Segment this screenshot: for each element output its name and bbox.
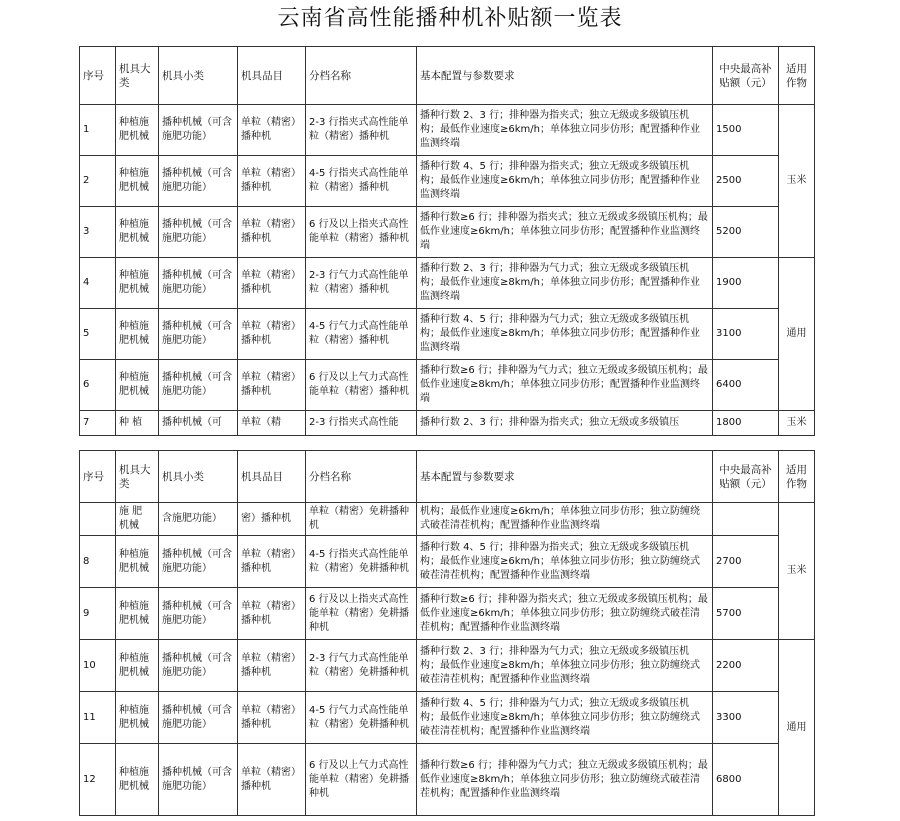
cell-seq: 10: [80, 640, 116, 692]
cell-seq: 1: [80, 105, 116, 156]
cell-seq: 4: [80, 258, 116, 309]
header-config: 基本配置与参数要求: [417, 451, 713, 503]
table-row: [80, 258, 815, 309]
cell-config: 播种行数 4、5 行；排种器为指夹式；独立无级或多级镇压机构；最低作业速度≥6km/h；单体独立同步仿形；独立防缠绕式破茬清茬机构；配置播种作业监测终端: [417, 536, 713, 588]
cell-category: 施 肥 机械: [116, 503, 159, 536]
header-category: 机具大类: [116, 451, 159, 503]
cell-item: 密）播种机: [238, 503, 306, 536]
cell-category: 种植施肥机械: [116, 258, 159, 309]
cell-config: 播种行数 4、5 行；排种器为气力式；独立无级或多级镇压机构；最低作业速度≥8km/h；单体独立同步仿形；独立防缠绕式破茬清茬机构；配置播种作业监测终端: [417, 692, 713, 744]
header-grade: 分档名称: [306, 451, 417, 503]
cell-grade: 2-3 行气力式高性能单粒（精密）播种机: [306, 258, 417, 309]
cell-seq: 2: [80, 156, 116, 207]
cell-grade: 6 行及以上指夹式高性能单粒（精密）免耕播种机: [306, 588, 417, 640]
cell-config: 播种行数≥6 行；排种器为气力式；独立无级或多级镇压机构；最低作业速度≥8km/h；单体独立同步仿形；独立防缠绕式破茬清茬机构；配置播种作业监测终端: [417, 744, 713, 816]
cell-seq: 11: [80, 692, 116, 744]
cell-item: 单粒（精密）播种机: [238, 640, 306, 692]
cell-subcategory: 播种机械（可含施肥功能）: [159, 105, 238, 156]
cell-config: 播种行数≥6 行；排种器为气力式；独立无级或多级镇压机构；最低作业速度≥8km/h；单体独立同步仿形；配置播种作业监测终端: [417, 360, 713, 411]
cell-item: 单粒（精密）播种机: [238, 309, 306, 360]
cell-category: 种植施肥机械: [116, 156, 159, 207]
cell-grade: 2-3 行指夹式高性能单粒（精密）播种机: [306, 105, 417, 156]
header-subcategory: 机具小类: [159, 47, 238, 105]
header-seq: 序号: [80, 451, 116, 503]
cell-config: 播种行数 2、3 行；排种器为指夹式；独立无级或多级镇压机构；最低作业速度≥6km/h；单体独立同步仿形；配置播种作业监测终端: [417, 105, 713, 156]
cell-amount: 3300: [713, 692, 779, 744]
cell-grade: 6 行及以上指夹式高性能单粒（精密）播种机: [306, 207, 417, 258]
cell-item: 单粒（精密）播种机: [238, 105, 306, 156]
cell-grade: 6 行及以上气力式高性能单粒（精密）免耕播种机: [306, 744, 417, 816]
subsidy-table-2: [79, 450, 815, 816]
cell-subcategory: 播种机械（可含施肥功能）: [159, 360, 238, 411]
header-crop: 适用作物: [779, 47, 815, 105]
header-config: 基本配置与参数要求: [417, 47, 713, 105]
cell-seq: 5: [80, 309, 116, 360]
cell-seq: 9: [80, 588, 116, 640]
cell-seq: 12: [80, 744, 116, 816]
cell-category: 种植施肥机械: [116, 640, 159, 692]
cell-amount: 1500: [713, 105, 779, 156]
table-row: [80, 744, 815, 816]
cell-item: 单粒（精密）播种机: [238, 156, 306, 207]
cell-category: 种植施肥机械: [116, 588, 159, 640]
cell-amount: 1900: [713, 258, 779, 309]
cell-category: 种 植: [116, 411, 159, 436]
cell-subcategory: 播种机械（可含施肥功能）: [159, 309, 238, 360]
cell-category: 种植施肥机械: [116, 207, 159, 258]
cell-category: 种植施肥机械: [116, 692, 159, 744]
cell-amount: 6400: [713, 360, 779, 411]
cell-seq: 3: [80, 207, 116, 258]
cell-subcategory: 播种机械（可含施肥功能）: [159, 207, 238, 258]
table-row-continued: [80, 503, 815, 536]
cell-config: 播种行数 2、3 行；排种器为指夹式；独立无级或多级镇压: [417, 411, 713, 436]
header-item: 机具品目: [238, 47, 306, 105]
cell-amount: 6800: [713, 744, 779, 816]
cell-seq: [80, 503, 116, 536]
cell-config: 机构；最低作业速度≥6km/h；单体独立同步仿形；独立防缠绕式破茬清茬机构；配置播种作业监测终端: [417, 503, 713, 536]
cell-config: 播种行数≥6 行；排种器为指夹式；独立无级或多级镇压机构；最低作业速度≥6km/h；单体独立同步仿形；独立防缠绕式破茬清茬机构；配置播种作业监测终端: [417, 588, 713, 640]
cell-config: 播种行数≥6 行；排种器为指夹式；独立无级或多级镇压机构；最低作业速度≥6km/h；单体独立同步仿形；配置播种作业监测终端: [417, 207, 713, 258]
header-item: 机具品目: [238, 451, 306, 503]
table-row: [80, 536, 815, 588]
cell-item: 单粒（精: [238, 411, 306, 436]
table-row: [80, 588, 815, 640]
cell-item: 单粒（精密）播种机: [238, 692, 306, 744]
cell-grade: 4-5 行气力式高性能单粒（精密）免耕播种机: [306, 692, 417, 744]
cell-subcategory: 播种机械（可含施肥功能）: [159, 744, 238, 816]
cell-crop: 玉米: [779, 105, 815, 258]
header-subsidy: 中央最高补贴额（元）: [713, 451, 779, 503]
cell-item: 单粒（精密）播种机: [238, 207, 306, 258]
subsidy-table-1: [79, 46, 815, 436]
cell-category: 种植施肥机械: [116, 105, 159, 156]
cell-grade: 2-3 行气力式高性能单粒（精密）免耕播种机: [306, 640, 417, 692]
cell-grade: 4-5 行指夹式高性能单粒（精密）播种机: [306, 156, 417, 207]
table-row: [80, 411, 815, 436]
cell-amount: 2200: [713, 640, 779, 692]
cell-amount: 2700: [713, 536, 779, 588]
cell-crop: 通用: [779, 258, 815, 411]
header-row: [80, 47, 815, 105]
cell-grade: 4-5 行指夹式高性能单粒（精密）免耕播种机: [306, 536, 417, 588]
cell-crop: 玉米: [779, 503, 815, 640]
cell-category: 种植施肥机械: [116, 744, 159, 816]
table-row: [80, 692, 815, 744]
cell-item: 单粒（精密）播种机: [238, 360, 306, 411]
header-row: [80, 451, 815, 503]
cell-amount: 2500: [713, 156, 779, 207]
cell-amount: 3100: [713, 309, 779, 360]
cell-amount: 5200: [713, 207, 779, 258]
cell-seq: 6: [80, 360, 116, 411]
cell-seq: 7: [80, 411, 116, 436]
table-row: [80, 156, 815, 207]
cell-amount: 5700: [713, 588, 779, 640]
cell-subcategory: 播种机械（可含施肥功能）: [159, 640, 238, 692]
header-subcategory: 机具小类: [159, 451, 238, 503]
header-category: 机具大类: [116, 47, 159, 105]
cell-config: 播种行数 4、5 行；排种器为指夹式；独立无级或多级镇压机构；最低作业速度≥6km/h；单体独立同步仿形；配置播种作业监测终端: [417, 156, 713, 207]
table-row: [80, 640, 815, 692]
header-subsidy: 中央最高补贴额（元）: [713, 47, 779, 105]
cell-amount: 1800: [713, 411, 779, 436]
cell-item: 单粒（精密）播种机: [238, 744, 306, 816]
cell-subcategory: 播种机械（可: [159, 411, 238, 436]
cell-category: 种植施肥机械: [116, 360, 159, 411]
page-title: 云南省高性能播种机补贴额一览表: [277, 6, 623, 31]
table-row: [80, 207, 815, 258]
cell-item: 单粒（精密）播种机: [238, 536, 306, 588]
cell-config: 播种行数 4、5 行；排种器为气力式；独立无级或多级镇压机构；最低作业速度≥8km/h；单体独立同步仿形；配置播种作业监测终端: [417, 309, 713, 360]
cell-subcategory: 播种机械（可含施肥功能）: [159, 692, 238, 744]
cell-category: 种植施肥机械: [116, 536, 159, 588]
cell-seq: 8: [80, 536, 116, 588]
cell-subcategory: 播种机械（可含施肥功能）: [159, 536, 238, 588]
cell-crop: 通用: [779, 640, 815, 816]
cell-amount: [713, 503, 779, 536]
header-seq: 序号: [80, 47, 116, 105]
table-row: [80, 309, 815, 360]
cell-item: 单粒（精密）播种机: [238, 258, 306, 309]
cell-subcategory: 播种机械（可含施肥功能）: [159, 588, 238, 640]
cell-subcategory: 播种机械（可含施肥功能）: [159, 156, 238, 207]
cell-grade: 2-3 行指夹式高性能: [306, 411, 417, 436]
cell-config: 播种行数 2、3 行；排种器为气力式；独立无级或多级镇压机构；最低作业速度≥8km/h；单体独立同步仿形；配置播种作业监测终端: [417, 258, 713, 309]
cell-grade: 单粒（精密）免耕播种机: [306, 503, 417, 536]
cell-grade: 4-5 行气力式高性能单粒（精密）播种机: [306, 309, 417, 360]
table-row: [80, 105, 815, 156]
cell-category: 种植施肥机械: [116, 309, 159, 360]
cell-item: 单粒（精密）播种机: [238, 588, 306, 640]
header-crop: 适用作物: [779, 451, 815, 503]
header-grade: 分档名称: [306, 47, 417, 105]
cell-grade: 6 行及以上气力式高性能单粒（精密）播种机: [306, 360, 417, 411]
cell-subcategory: 播种机械（可含施肥功能）: [159, 258, 238, 309]
cell-crop: 玉米: [779, 411, 815, 436]
table-row: [80, 360, 815, 411]
cell-subcategory: 含施肥功能）: [159, 503, 238, 536]
cell-config: 播种行数 2、3 行；排种器为气力式；独立无级或多级镇压机构；最低作业速度≥8km/h；单体独立同步仿形；独立防缠绕式破茬清茬机构；配置播种作业监测终端: [417, 640, 713, 692]
